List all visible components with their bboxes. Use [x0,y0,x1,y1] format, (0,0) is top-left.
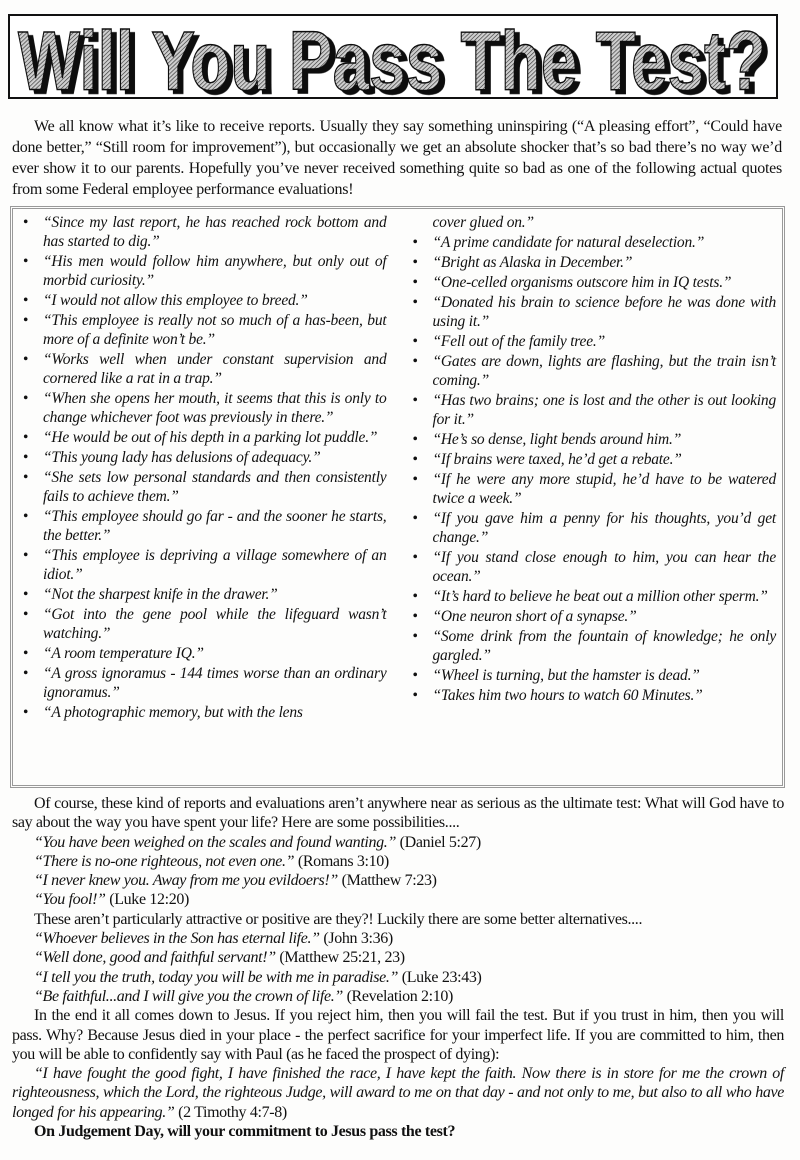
quote-item [409,470,777,508]
bullet-icon: • [412,353,418,370]
closing-question: On Judgement Day, will your commitment to Jesus pass the test? [34,1123,456,1141]
quote-item [409,391,777,429]
quote-item [19,468,387,506]
page-title: Will You Pass The Test? [17,16,767,97]
verse-quote: “You have been weighed on the scales and found wanting.” [34,833,397,851]
bullet-icon: • [412,687,418,704]
bullet-icon: • [23,253,29,270]
verse-line [12,871,784,890]
verse-reference: (Romans 3:10) [294,852,389,870]
quote-item [19,585,387,604]
bullet-icon: • [23,586,29,603]
quote-item [19,311,387,349]
bad-verdicts-list [12,833,784,910]
bullet-icon: • [23,606,29,623]
title-banner [8,14,778,99]
bullet-icon: • [412,471,418,488]
quote-text: “A gross ignoramus - 144 times worse than an ordinary ignoramus.” [43,665,387,701]
quote-item [19,507,387,545]
quote-text: “He’s so dense, light bends around him.” [432,431,682,448]
bullet-icon: • [23,351,29,368]
verse-line [12,890,784,909]
bullet-icon: • [412,392,418,409]
paul-quote-reference: (2 Timothy 4:7-8) [174,1103,287,1121]
quote-text: “Has two brains; one is lost and the other is out looking for it.” [432,392,776,428]
verse-reference: (Luke 12:20) [105,891,190,909]
bullet-icon: • [23,547,29,564]
verse-reference: (John 3:36) [319,930,393,948]
verse-line [12,968,784,987]
quote-item [409,587,777,606]
quote-text: “A photographic memory, but with the lens [43,704,303,721]
bullet-icon: • [23,292,29,309]
bullet-icon: • [412,451,418,468]
paragraph-alternatives: These aren’t particularly attractive or positive are they?! Luckily there are some better alternatives.... [34,910,643,928]
quote-text: “A prime candidate for natural deselection.” [432,234,705,251]
quote-text: “If brains were taxed, he’d get a rebate.” [432,451,682,468]
quote-item [409,509,777,547]
bullet-icon: • [412,234,418,251]
body-text [12,794,784,1141]
bullet-icon: • [23,704,29,721]
quote-item [19,546,387,584]
quote-item [409,607,777,626]
quote-item [409,332,777,351]
bullet-icon: • [23,214,29,231]
verse-reference: (Revelation 2:10) [342,987,454,1005]
bullet-icon: • [412,254,418,271]
bullet-icon: • [412,588,418,605]
quote-item [19,605,387,643]
quote-item [409,430,777,449]
quote-text: “She sets low personal standards and then consistently fails to achieve them.” [43,469,387,505]
quote-item [19,703,387,722]
bullet-icon: • [23,645,29,662]
verse-reference: (Matthew 25:21, 23) [275,949,405,967]
quote-text: “This young lady has delusions of adequacy.” [43,449,321,466]
quote-item [19,389,387,427]
quote-continuation: cover glued on.” [432,214,534,231]
quote-item [409,352,777,390]
bullet-icon: • [23,429,29,446]
verse-line [12,929,784,948]
quote-item [409,273,777,292]
quote-item [409,253,777,272]
quote-text: “One neuron short of a synapse.” [432,608,637,625]
bullet-icon: • [412,510,418,527]
bullet-icon: • [23,390,29,407]
verse-quote: “Whoever believes in the Son has eternal life.” [34,930,320,948]
verse-line [12,833,784,852]
quote-item [409,627,777,665]
paul-quote [12,1064,784,1122]
bullet-icon: • [23,508,29,525]
verse-quote: “Well done, good and faithful servant!” [34,949,276,967]
verse-line [12,987,784,1006]
quotes-right-column [409,213,777,781]
verse-quote: “You fool!” [34,891,106,909]
bullet-icon: • [23,665,29,682]
verse-quote: “Be faithful...and I will give you the crown of life.” [34,987,343,1005]
quote-text: “Not the sharpest knife in the drawer.” [43,586,278,603]
quote-item [409,548,777,586]
quote-text: “This employee should go far - and the sooner he starts, the better.” [43,508,387,544]
bullet-icon: • [412,431,418,448]
quote-item [19,252,387,290]
paragraph-ultimate-test: Of course, these kind of reports and evaluations aren’t anywhere near as serious as the ultimate test: What will God have to say about the way you have spent your life? Here are some possibilities.... [12,795,784,832]
quote-item [409,293,777,331]
quote-text: “His men would follow him anywhere, but only out of morbid curiosity.” [43,253,387,289]
quote-item [19,448,387,467]
quote-item [19,644,387,663]
bullet-icon: • [412,549,418,566]
quote-text: “Bright as Alaska in December.” [432,254,633,271]
quote-text: “Wheel is turning, but the hamster is dead.” [432,667,700,684]
bullet-icon: • [23,469,29,486]
bullet-icon: • [412,608,418,625]
quote-text: “Works well when under constant supervision and cornered like a rat in a trap.” [43,351,387,387]
quote-text: “Some drink from the fountain of knowledge; he only gargled.” [432,628,776,664]
quote-text: “If you gave him a penny for his thoughts, you’d get change.” [432,510,776,546]
quote-item [409,450,777,469]
bullet-icon: • [412,628,418,645]
quote-item [409,686,777,705]
evaluation-quotes-box [10,206,785,788]
quote-item [19,428,387,447]
verse-reference: (Luke 23:43) [398,968,482,986]
verse-line [12,852,784,871]
paragraph-jesus: In the end it all comes down to Jesus. If you reject him, then you will fail the test. But if you trust in him, then you will pass. Why? Because Jesus died in your place - the perfect sacrifice for your imperfect life. If you are committed to him, then you will be able to confidently say with Paul (as he faced the prospect of dying): [12,1007,784,1063]
verse-reference: (Daniel 5:27) [396,833,481,851]
quote-text: “Takes him two hours to watch 60 Minutes.” [432,687,703,704]
quote-text: “Gates are down, lights are flashing, but the train isn’t coming.” [432,353,776,389]
bullet-icon: • [412,274,418,291]
quote-text: “This employee is really not so much of a has-been, but more of a definite won’t be.” [43,312,387,348]
quote-text: “Donated his brain to science before he was done with using it.” [432,294,776,330]
quote-text: “This employee is depriving a village somewhere of an idiot.” [43,547,387,583]
verse-quote: “I never knew you. Away from me you evildoers!” [34,872,338,890]
quote-text: “A room temperature IQ.” [43,645,204,662]
quote-text: “Fell out of the family tree.” [432,333,606,350]
quote-text: “When she opens her mouth, it seems that this is only to change whichever foot was previously in there.” [43,390,387,426]
quote-text: “Got into the gene pool while the lifeguard wasn’t watching.” [43,606,387,642]
bullet-icon: • [412,667,418,684]
good-verdicts-list [12,929,784,1006]
quote-text: “If you stand close enough to him, you can hear the ocean.” [432,549,776,585]
quote-item [19,213,387,251]
bullet-icon: • [412,294,418,311]
quote-item [19,291,387,310]
quotes-left-column [19,213,387,781]
intro-paragraph: We all know what it’s like to receive reports. Usually they say something uninspiring (“A pleasing effort”, “Could have done better,” “Still room for improvement”), but occasionally we get an absolute shocker that’s so bad there’s no way we’d ever show it to our parents. Hopefully you’ve never received something quite so bad as one of the following actual quotes from some Federal employee performance evaluations! [12,118,782,198]
verse-line [12,948,784,967]
bullet-icon: • [23,312,29,329]
quote-text: “I would not allow this employee to breed.” [43,292,308,309]
quote-text: “It’s hard to believe he beat out a million other sperm.” [432,588,768,605]
quote-item [409,666,777,685]
quote-text: “One-celled organisms outscore him in IQ tests.” [432,274,732,291]
quote-text: “Since my last report, he has reached rock bottom and has started to dig.” [43,214,387,250]
quote-item [19,350,387,388]
quote-text: “If he were any more stupid, he’d have to be watered twice a week.” [432,471,776,507]
verse-quote: “There is no-one righteous, not even one.” [34,852,295,870]
verse-quote: “I tell you the truth, today you will be with me in paradise.” [34,968,399,986]
paul-quote-text: “I have fought the good fight, I have finished the race, I have kept the faith. Now there is in store for me the crown of righteousness, which the Lord, the righteous Judge, will award to me on that day - and not only to me, but also to all who have longed for his appearing.” [12,1065,784,1121]
quote-item [409,233,777,252]
bullet-icon: • [23,449,29,466]
bullet-icon: • [412,333,418,350]
quote-text: “He would be out of his depth in a parking lot puddle.” [43,429,378,446]
quote-item [19,664,387,702]
verse-reference: (Matthew 7:23) [337,872,437,890]
